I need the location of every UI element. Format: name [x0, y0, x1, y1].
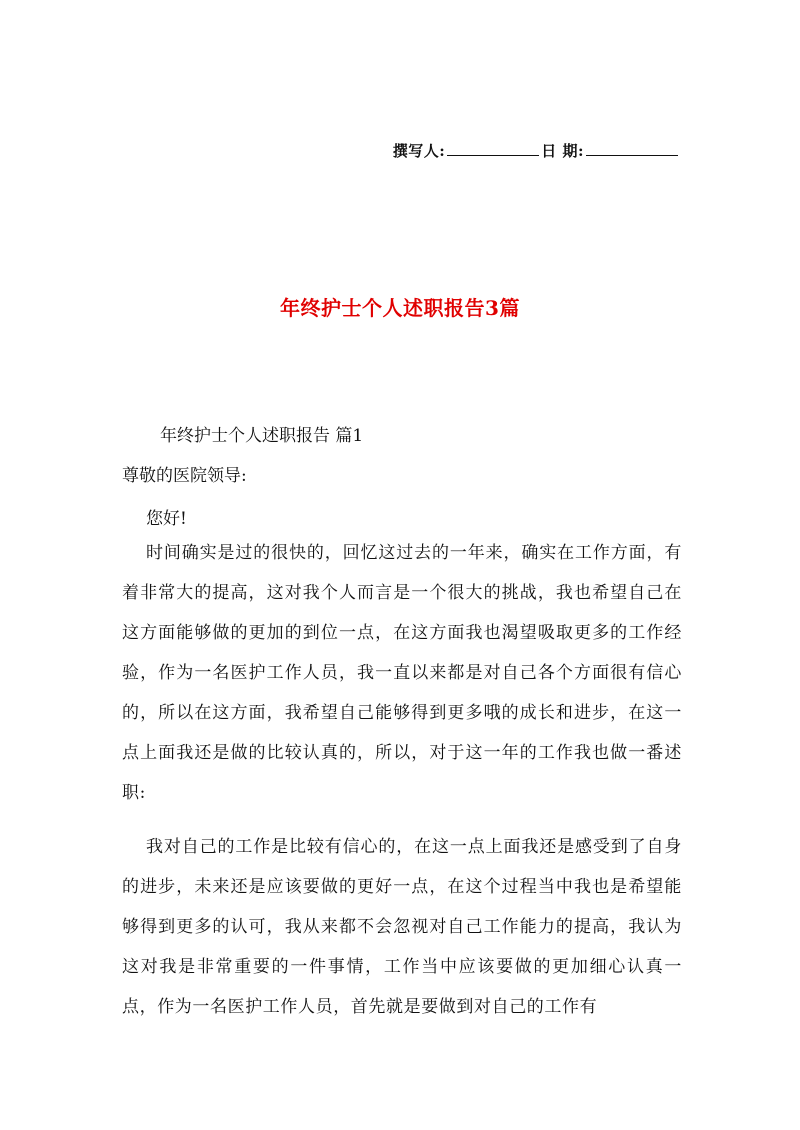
- document-title: 年终护士个人述职报告3篇: [280, 296, 520, 320]
- greeting: 您好!: [146, 509, 187, 529]
- body-paragraph: 我对自己的工作是比较有信心的，在这一点上面我还是感受到了自身的进步，未来还是应该要做的更好一点，在这个过程当中我也是希望能够得到更多的认可，我从来都不会忽视对自己工作能力的提高，我认为这对我是非常重要的一件事情，工作当中应该要做的更加细心认真一点，作为一名医护工作人员，首先就是要做到对自己的工作有: [122, 837, 682, 1017]
- date-blank-field: [586, 140, 678, 156]
- salutation: 尊敬的医院领导:: [122, 466, 247, 486]
- body-paragraph: 时间确实是过的很快的，回忆这过去的一年来，确实在工作方面，有着非常大的提高，这对我个人而言是一个很大的挑战，我也希望自己在这方面能够做的更加的到位一点，在这方面我也渴望吸取更多的工作经验，作为一名医护工作人员，我一直以来都是对自己各个方面很有信心的，所以在这方面，我希望自己能够得到更多哦的成长和进步，在这一点上面我还是做的比较认真的，所以，对于这一年的工作我也做一番述职:: [122, 543, 682, 803]
- author-label: 撰写人:: [392, 142, 446, 160]
- author-blank-field: [447, 140, 539, 156]
- author-date-line: [393, 140, 680, 161]
- section-heading: 年终护士个人述职报告 篇1: [160, 426, 364, 446]
- date-label: 日 期:: [541, 142, 584, 160]
